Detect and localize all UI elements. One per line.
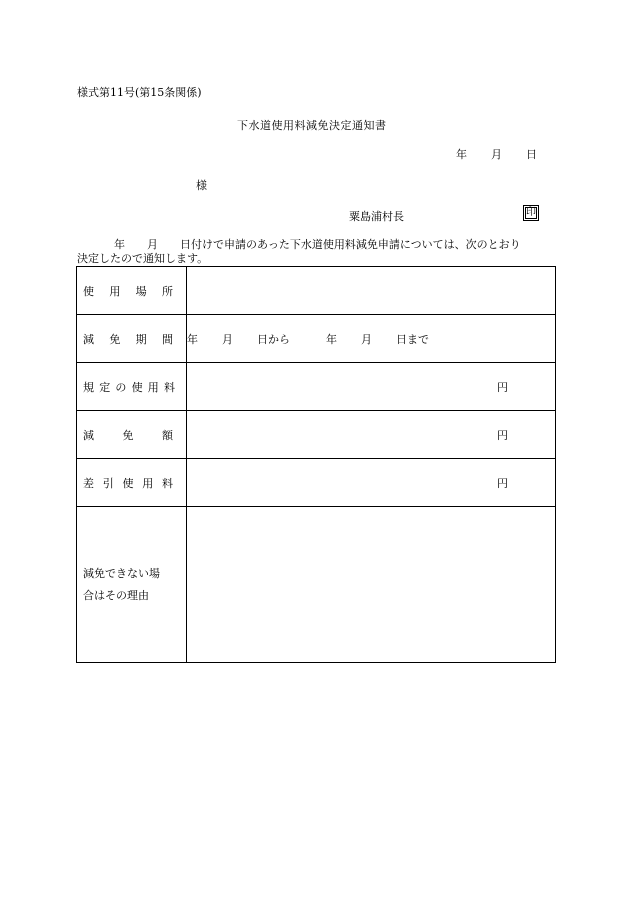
yen-unit: 円 bbox=[497, 428, 508, 442]
label-usage-location bbox=[77, 267, 187, 315]
value-exemption-amount[interactable] bbox=[187, 411, 556, 459]
value-net-fee[interactable] bbox=[187, 459, 556, 507]
body-month: 月 bbox=[147, 238, 158, 251]
label-char: 減 bbox=[83, 332, 94, 346]
period-month-to: 月 bbox=[361, 332, 372, 346]
body-rest-line1: 日付けで申請のあった下水道使用料減免申請については、次のとおり bbox=[180, 238, 521, 251]
table-row-net-fee bbox=[77, 459, 556, 507]
label-net-fee bbox=[77, 459, 187, 507]
period-day-from: 日から bbox=[257, 332, 290, 346]
label-exemption-period bbox=[77, 315, 187, 363]
issue-date-line bbox=[456, 146, 537, 162]
label-char: 引 bbox=[102, 476, 114, 490]
label-char: 期 bbox=[135, 332, 147, 346]
details-table bbox=[76, 266, 556, 663]
label-rejection-reason bbox=[77, 507, 187, 663]
label-char: 額 bbox=[162, 428, 173, 442]
body-year: 年 bbox=[114, 238, 125, 251]
table-row-exemption-period bbox=[77, 315, 556, 363]
label-char: 用 bbox=[109, 284, 121, 298]
issuer-name: 粟島浦村長 bbox=[349, 210, 404, 223]
yen-unit: 円 bbox=[497, 380, 508, 394]
label-char: 用 bbox=[147, 380, 159, 394]
body-line-2: 決定したので通知します。 bbox=[77, 252, 209, 265]
label-standard-fee bbox=[77, 363, 187, 411]
period-year-from: 年 bbox=[187, 332, 198, 346]
label-char: 間 bbox=[161, 332, 173, 346]
label-char: 定 bbox=[99, 380, 111, 394]
label-char: 使 bbox=[122, 476, 134, 490]
label-char: 所 bbox=[161, 284, 173, 298]
date-year: 年 bbox=[456, 148, 467, 161]
value-usage-location[interactable] bbox=[187, 267, 556, 315]
label-char: 場 bbox=[135, 284, 147, 298]
period-year-to: 年 bbox=[326, 332, 337, 346]
body-line-1 bbox=[77, 238, 557, 252]
label-char: 料 bbox=[162, 476, 173, 490]
yen-unit: 円 bbox=[497, 476, 508, 490]
label-char: 使 bbox=[83, 284, 94, 298]
seal-char: 印 bbox=[526, 207, 536, 218]
label-char: 使 bbox=[131, 380, 143, 394]
label-char: 料 bbox=[163, 380, 175, 394]
label-char: の bbox=[115, 380, 127, 394]
date-day: 日 bbox=[526, 148, 537, 161]
table-row-rejection-reason bbox=[77, 507, 556, 663]
label-char: 規 bbox=[83, 380, 94, 394]
value-exemption-period[interactable] bbox=[187, 315, 556, 363]
period-day-to: 日まで bbox=[396, 332, 429, 346]
date-month: 月 bbox=[491, 148, 502, 161]
table-row-exemption-amount bbox=[77, 411, 556, 459]
addressee-suffix: 様 bbox=[196, 179, 207, 192]
label-char: 免 bbox=[122, 428, 134, 442]
seal-mark bbox=[523, 205, 539, 221]
reason-label-line2: 合はその理由 bbox=[83, 588, 149, 602]
form-number-label: 様式第11号(第15条関係) bbox=[77, 86, 202, 99]
table-row-usage-location bbox=[77, 267, 556, 315]
label-char: 差 bbox=[83, 476, 94, 490]
value-standard-fee[interactable] bbox=[187, 363, 556, 411]
table-row-standard-fee bbox=[77, 363, 556, 411]
period-month-from: 月 bbox=[222, 332, 233, 346]
document-title: 下水道使用料減免決定通知書 bbox=[237, 119, 387, 132]
label-char: 減 bbox=[83, 428, 94, 442]
label-char: 用 bbox=[142, 476, 154, 490]
label-char: 免 bbox=[109, 332, 121, 346]
value-rejection-reason[interactable] bbox=[187, 507, 556, 663]
notice-body-text bbox=[77, 238, 557, 266]
reason-label-line1: 減免できない場 bbox=[83, 566, 160, 580]
label-exemption-amount bbox=[77, 411, 187, 459]
